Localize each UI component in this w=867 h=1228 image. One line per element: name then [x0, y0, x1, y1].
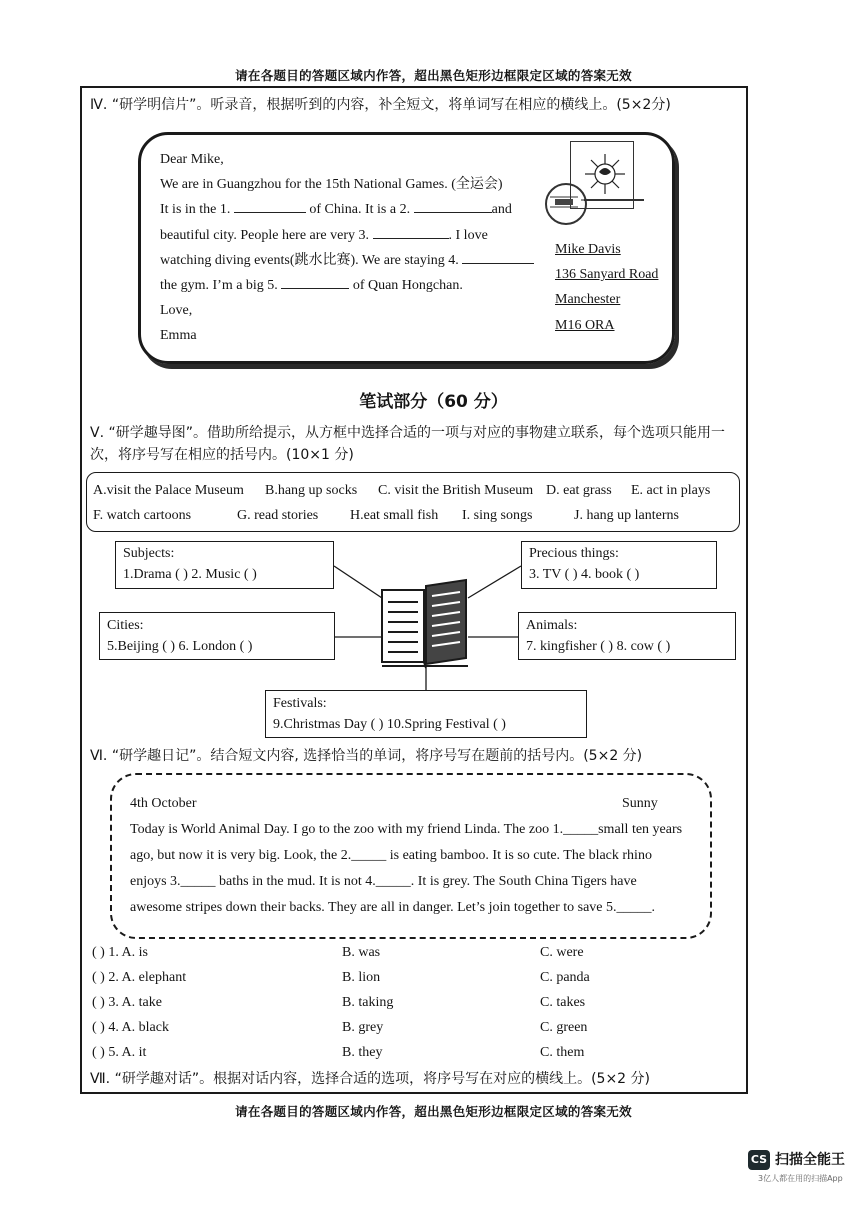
- q7-title: Ⅶ. “研学趣对话”。根据对话内容，选择合适的选项，将序号写在对应的横线上。(5×2 分): [90, 1071, 650, 1087]
- mc-option-c-4: C. green: [540, 1020, 588, 1035]
- diary-weather: Sunny: [622, 796, 658, 811]
- letter-line-4: watching diving events(跳水比赛). We are staying 4.: [160, 248, 534, 273]
- festivals-items[interactable]: 9.Christmas Day ( ) 10.Spring Festival ( ): [273, 717, 506, 732]
- option-b: B.hang up socks: [265, 483, 358, 498]
- mc-option-b-1: B. was: [342, 945, 381, 960]
- mc-option-b-4: B. grey: [342, 1020, 384, 1035]
- scanner-app-name: 扫描全能王: [775, 1152, 845, 1168]
- scanner-app-tagline: 3亿人都在用的扫描App: [758, 1174, 843, 1183]
- letter-closing: Love,: [160, 303, 193, 319]
- q4-title: Ⅳ. “研学明信片”。听录音，根据听到的内容，补全短文，将单词写在相应的横线上。(5×2分): [90, 97, 671, 113]
- mc-question-3[interactable]: ( ) 3. A. take: [92, 995, 162, 1010]
- mc-question-1[interactable]: ( ) 1. A. is: [92, 945, 148, 960]
- diary-line-2: ago, but now it is very big. Look, the 2._____ is eating bamboo. It is so cute. The black rhino: [130, 848, 652, 863]
- mc-question-4[interactable]: ( ) 4. A. black: [92, 1020, 169, 1035]
- option-i: I. sing songs: [462, 508, 533, 523]
- mc-option-c-2: C. panda: [540, 970, 590, 985]
- box-festivals: [265, 690, 587, 738]
- scanner-logo-icon: CS: [748, 1150, 770, 1170]
- mc-option-c-1: C. were: [540, 945, 584, 960]
- letter-line-5: the gym. I’m a big 5. of Quan Hongchan.: [160, 273, 534, 298]
- box-cities: [99, 612, 335, 660]
- letter-line-2: It is in the 1. of China. It is a 2. and: [160, 197, 534, 222]
- box-subjects: [115, 541, 334, 589]
- animals-items[interactable]: 7. kingfisher ( ) 8. cow ( ): [526, 639, 671, 654]
- mc-question-5[interactable]: ( ) 5. A. it: [92, 1045, 147, 1060]
- animals-label: Animals:: [526, 618, 578, 633]
- address-postcode: M16 ORA: [555, 317, 615, 333]
- letter-greeting: Dear Mike,: [160, 152, 224, 167]
- option-a: A.visit the Palace Museum: [93, 483, 244, 498]
- festivals-label: Festivals:: [273, 696, 327, 711]
- address-street: 136 Sanyard Road: [555, 267, 659, 283]
- written-heading: 笔试部分（60 分）: [359, 392, 508, 412]
- option-d: D. eat grass: [546, 483, 612, 498]
- precious-label: Precious things:: [529, 546, 619, 561]
- subjects-label: Subjects:: [123, 546, 175, 561]
- diary-line-4: awesome stripes down their backs. They are all in danger. Let’s join together to save 5._____.: [130, 900, 655, 915]
- address-name: Mike Davis: [555, 242, 621, 257]
- cities-label: Cities:: [107, 618, 144, 633]
- letter-line-3: beautiful city. People here are very 3. . I love: [160, 223, 534, 248]
- address-city: Manchester: [555, 292, 621, 308]
- option-j: J. hang up lanterns: [574, 508, 679, 523]
- mc-option-b-5: B. they: [342, 1045, 383, 1060]
- box-animals: [518, 612, 736, 660]
- bottom-notice: 请在各题目的答题区域内作答，超出黑色矩形边框限定区域的答案无效: [235, 1104, 632, 1119]
- option-h: H.eat small fish: [350, 508, 439, 523]
- option-e: E. act in plays: [631, 483, 711, 498]
- book-icon: [378, 578, 472, 677]
- top-notice: 请在各题目的答题区域内作答，超出黑色矩形边框限定区域的答案无效: [235, 68, 632, 83]
- letter-signature: Emma: [160, 328, 197, 344]
- q6-title: Ⅵ. “研学趣日记”。结合短文内容, 选择恰当的单词，将序号写在题前的括号内。(5×2 分): [90, 748, 643, 764]
- q5-title-line-1: Ⅴ. “研学趣导图”。借助所给提示，从方框中选择合适的一项与对应的事物建立联系，每个选项只能用一: [90, 425, 725, 441]
- precious-items[interactable]: 3. TV ( ) 4. book ( ): [529, 567, 640, 582]
- mc-question-2[interactable]: ( ) 2. A. elephant: [92, 970, 187, 985]
- letter-line-1: We are in Guangzhou for the 15th National Games. (全运会): [160, 177, 503, 193]
- mc-option-c-3: C. takes: [540, 995, 586, 1010]
- cities-items[interactable]: 5.Beijing ( ) 6. London ( ): [107, 639, 253, 654]
- diary-date: 4th October: [130, 796, 197, 811]
- q5-title-line-2: 次，将序号写在相应的括号内。(10×1 分): [90, 447, 354, 463]
- subjects-items[interactable]: 1.Drama ( ) 2. Music ( ): [123, 567, 257, 582]
- option-g: G. read stories: [237, 508, 319, 523]
- mc-option-b-2: B. lion: [342, 970, 381, 985]
- option-f: F. watch cartoons: [93, 508, 192, 523]
- diary-line-1: Today is World Animal Day. I go to the zoo with my friend Linda. The zoo 1._____small ten years: [130, 822, 683, 837]
- mc-option-c-5: C. them: [540, 1045, 585, 1060]
- diary-line-3: enjoys 3._____ baths in the mud. It is not 4._____. It is grey. The South China Tigers have: [130, 874, 637, 889]
- option-c: C. visit the British Museum: [378, 483, 534, 498]
- box-precious-things: [521, 541, 717, 589]
- mc-option-b-3: B. taking: [342, 995, 394, 1010]
